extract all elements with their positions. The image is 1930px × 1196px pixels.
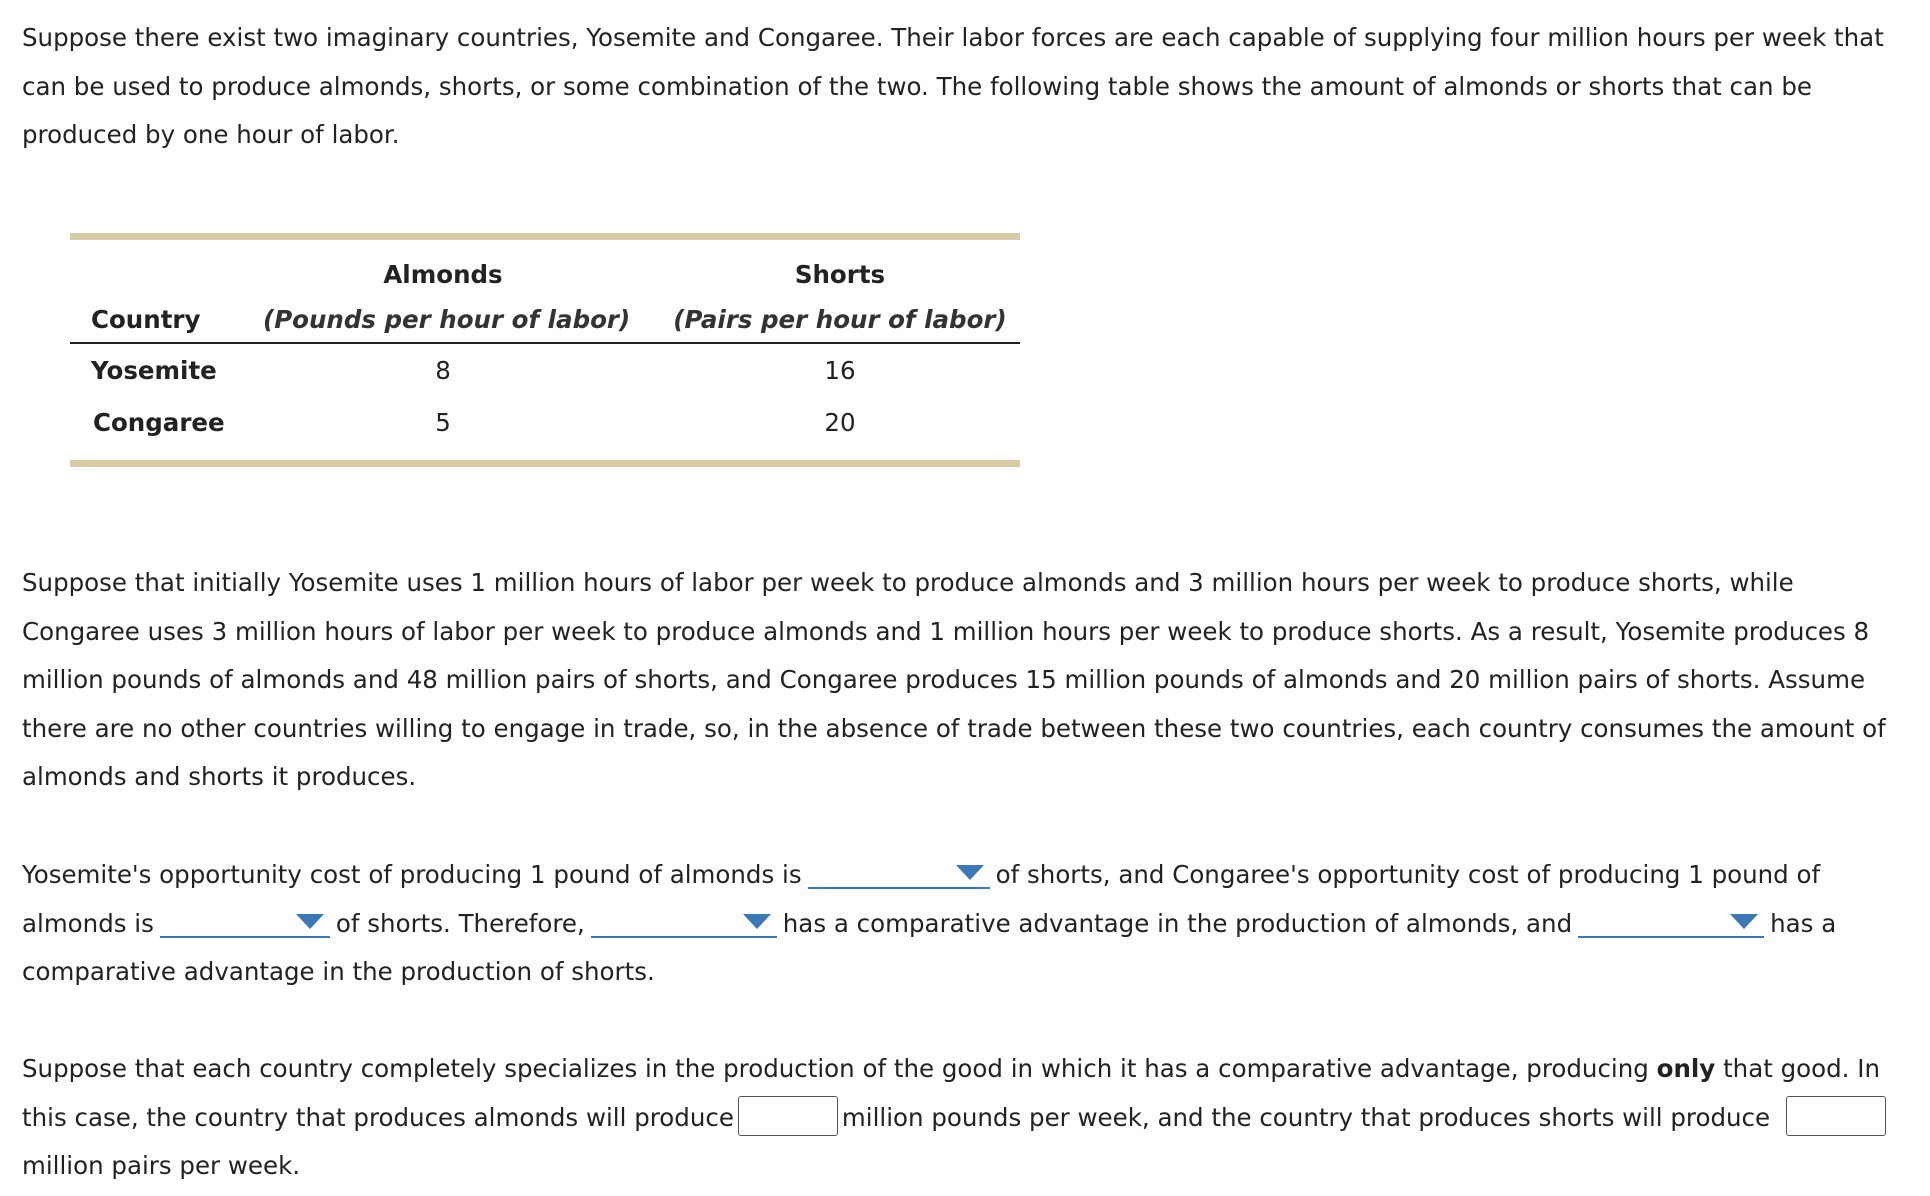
almonds-advantage-country-dropdown[interactable]	[591, 910, 777, 938]
q2-text: that good. In this case, the country that produces almonds will produce	[22, 1054, 1881, 1132]
q2-text: Suppose that each country completely specializes in the production of the good in which it has a comparative advantage, producing	[22, 1054, 1649, 1083]
table-header-rule	[70, 342, 1020, 344]
table-cell-shorts: 20	[824, 408, 856, 437]
q1-text: has a comparative advantage in the production of almonds, and	[782, 908, 1573, 938]
table-top-rule	[70, 233, 1020, 240]
table-cell-almonds: 5	[435, 408, 451, 437]
header-almonds-unit: (Pounds per hour of labor)	[263, 305, 631, 334]
shorts-production-input[interactable]	[1786, 1096, 1886, 1136]
chevron-down-icon	[956, 865, 984, 880]
chevron-down-icon	[1730, 914, 1758, 929]
header-almonds: Almonds	[383, 260, 503, 289]
congaree-opportunity-cost-dropdown[interactable]	[160, 910, 330, 938]
table-cell-shorts: 16	[824, 356, 856, 385]
yosemite-opportunity-cost-dropdown[interactable]	[808, 861, 990, 889]
header-shorts: Shorts	[794, 260, 886, 289]
header-shorts-unit: (Pairs per hour of labor)	[673, 305, 1007, 334]
table-row-country: Yosemite	[91, 356, 217, 385]
table-bottom-rule	[70, 460, 1020, 467]
intro-paragraph: Suppose there exist two imaginary countries, Yosemite and Congaree. Their labor forces are each capable of supplying four million hours per week that can be used to produce almonds, shorts, or some combination of the two. The following table shows the amount of almonds or shorts that can be produced by one hour of labor.	[22, 23, 1884, 149]
q2-text: million pounds per week, and the country that produces shorts will produce	[841, 1102, 1771, 1132]
shorts-advantage-country-dropdown[interactable]	[1578, 910, 1764, 938]
specialization-question	[22, 1045, 1902, 1191]
opportunity-cost-question	[22, 851, 1902, 997]
q1-text: of shorts, and Congaree's opportunity cost of producing 1 pound of almonds is	[22, 860, 1821, 938]
table-cell-almonds: 8	[435, 356, 451, 385]
chevron-down-icon	[743, 914, 771, 929]
q1-text: Yosemite's opportunity cost of producing 1 pound of almonds is	[22, 860, 802, 889]
labor-productivity-table	[70, 230, 1020, 470]
scenario-paragraph: Suppose that initially Yosemite uses 1 million hours of labor per week to produce almonds and 3 million hours per week to produce shorts, while Congaree uses 3 million hours of labor per week to produce almonds and 1 million hours per week to produce shorts. As a result, Yosemite produces 8 million pounds of almonds and 48 million pairs of shorts, and Congaree produces 15 million pounds of almonds and 20 million pairs of shorts. Assume there are no other countries willing to engage in trade, so, in the absence of trade between these two countries, each country consumes the amount of almonds and shorts it produces.	[22, 568, 1886, 791]
header-country: Country	[91, 305, 201, 334]
q2-bold-text: only	[1656, 1054, 1716, 1083]
table-row-country: Congaree	[93, 408, 225, 437]
q2-text: million pairs per week.	[22, 1151, 301, 1180]
q1-text: has a comparative advantage in the production of shorts.	[22, 908, 1837, 986]
q1-text: of shorts. Therefore,	[335, 908, 585, 938]
chevron-down-icon	[296, 914, 324, 929]
almonds-production-input[interactable]	[738, 1096, 838, 1136]
